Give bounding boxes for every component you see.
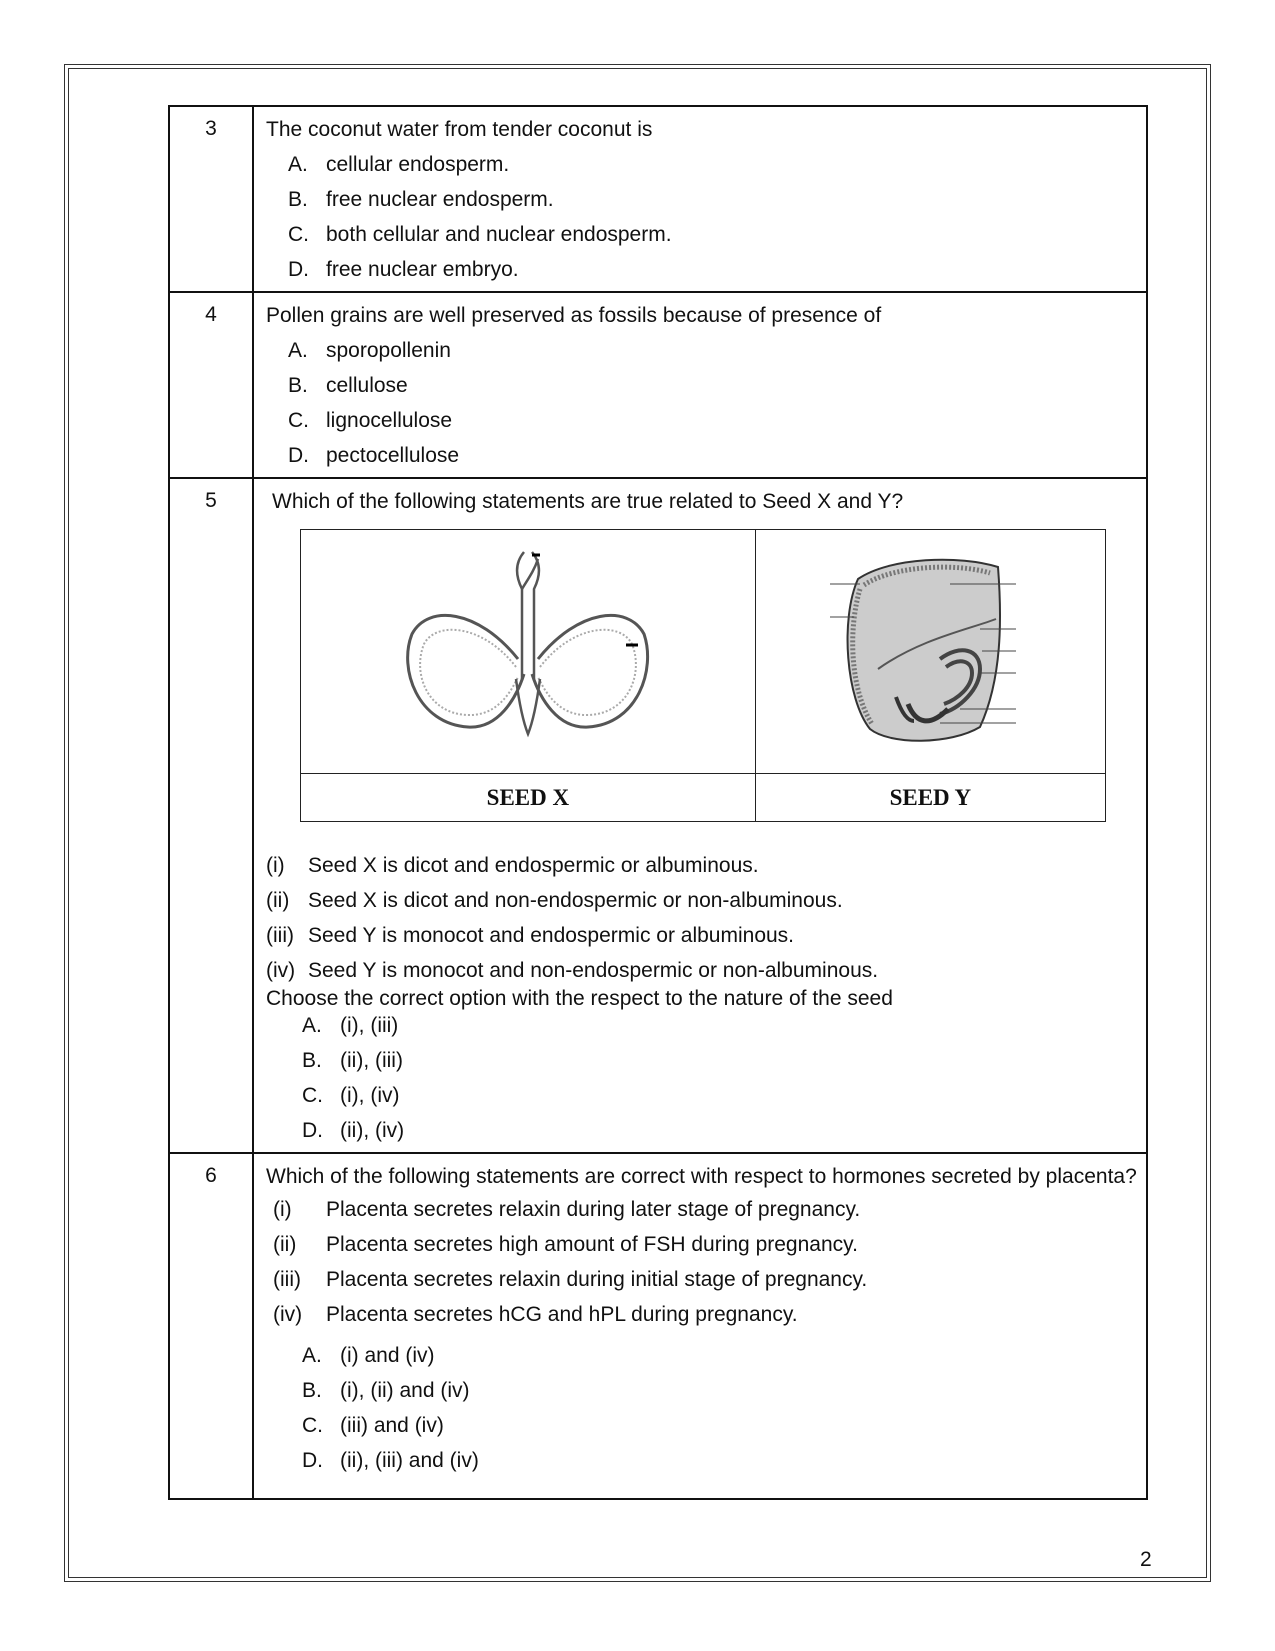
statement (266, 1297, 1142, 1332)
options-list (302, 1338, 1142, 1478)
option-text: (i) and (iv) (340, 1343, 435, 1367)
question-row (169, 1153, 1147, 1499)
statement-text: Seed Y is monocot and endospermic or albuminous. (308, 923, 795, 947)
option-text: (i), (ii) and (iv) (340, 1378, 470, 1402)
question-body (253, 478, 1147, 1153)
statement-text: Placenta secretes relaxin during later stage of pregnancy. (326, 1197, 861, 1221)
option-text: pectocellulose (326, 443, 460, 467)
option-letter: D. (288, 443, 309, 467)
options-list (302, 1008, 1142, 1148)
statement-numeral: (ii) (266, 888, 290, 912)
statement (266, 1227, 1142, 1262)
question-number: 6 (169, 1153, 253, 1499)
statement-numeral: (iv) (273, 1302, 303, 1326)
seed-y-caption: SEED Y (755, 774, 1105, 822)
option-text: (ii), (iv) (340, 1118, 405, 1142)
statement-text: Placenta secretes hCG and hPL during pregnancy. (326, 1302, 798, 1326)
question-row (169, 106, 1147, 292)
option-text: cellular endosperm. (326, 152, 510, 176)
statement (266, 953, 1142, 988)
statements-list (266, 848, 1142, 988)
option-text: (ii), (iii) (340, 1048, 403, 1072)
statement-numeral: (i) (273, 1197, 292, 1221)
option-letter: B. (288, 187, 308, 211)
question-body (253, 106, 1147, 292)
question-number: 4 (169, 292, 253, 478)
seed-y-figure (755, 530, 1105, 774)
question-row (169, 478, 1147, 1153)
question-stem: The coconut water from tender coconut is (266, 118, 653, 141)
statement-text: Seed X is dicot and non-endospermic or non-albuminous. (308, 888, 843, 912)
question-stem: Which of the following statements are true related to Seed X and Y? (272, 490, 904, 513)
option-text: both cellular and nuclear endosperm. (326, 222, 672, 246)
option (288, 438, 1142, 473)
statement-text: Placenta secretes high amount of FSH during pregnancy. (326, 1232, 858, 1256)
option (288, 147, 1142, 182)
statement-text: Seed X is dicot and endospermic or albuminous. (308, 853, 759, 877)
option-letter: D. (302, 1448, 323, 1472)
option (302, 1408, 1142, 1443)
statement-numeral: (iii) (273, 1267, 301, 1291)
statement (266, 1262, 1142, 1297)
statement-text: Seed Y is monocot and non-endospermic or non-albuminous. (308, 958, 879, 982)
option-letter: A. (288, 338, 308, 362)
question-instruction: Choose the correct option with the respect to the nature of the seed (266, 987, 893, 1010)
option (288, 368, 1142, 403)
option (302, 1043, 1142, 1078)
page-number: 2 (1140, 1548, 1152, 1571)
options-list (288, 147, 1142, 287)
option (302, 1113, 1142, 1148)
option (288, 403, 1142, 438)
question-table (168, 105, 1148, 1500)
option-letter: B. (288, 373, 308, 397)
option (302, 1338, 1142, 1373)
statement (266, 883, 1142, 918)
statement (266, 848, 1142, 883)
option-letter: C. (302, 1413, 323, 1437)
option-text: (iii) and (iv) (340, 1413, 444, 1437)
option-text: sporopollenin (326, 338, 451, 362)
question-row (169, 292, 1147, 478)
seed-x-caption: SEED X (301, 774, 756, 822)
option-text: cellulose (326, 373, 408, 397)
option-text: free nuclear endosperm. (326, 187, 554, 211)
statement-numeral: (iii) (266, 923, 294, 947)
option (288, 182, 1142, 217)
statement-numeral: (ii) (273, 1232, 297, 1256)
option-letter: B. (302, 1048, 322, 1072)
statement (266, 918, 1142, 953)
option (302, 1373, 1142, 1408)
option (302, 1078, 1142, 1113)
question-body (253, 292, 1147, 478)
statements-list (266, 1192, 1142, 1332)
option-text: (ii), (iii) and (iv) (340, 1448, 479, 1472)
option-letter: C. (288, 222, 309, 246)
question-stem: Which of the following statements are correct with respect to hormones secreted by placenta? (266, 1165, 1137, 1188)
question-number: 5 (169, 478, 253, 1153)
option-letter: D. (302, 1118, 323, 1142)
option (288, 252, 1142, 287)
option-text: lignocellulose (326, 408, 453, 432)
option-letter: D. (288, 257, 309, 281)
option-letter: C. (288, 408, 309, 432)
option (302, 1443, 1142, 1478)
option-letter: B. (302, 1378, 322, 1402)
option-text: (i), (iii) (340, 1013, 399, 1037)
statement-numeral: (iv) (266, 958, 296, 982)
question-body (253, 1153, 1147, 1499)
question-stem: Pollen grains are well preserved as fossils because of presence of (266, 304, 882, 327)
statement (266, 1192, 1142, 1227)
seed-x-figure (301, 530, 756, 774)
statement-text: Placenta secretes relaxin during initial stage of pregnancy. (326, 1267, 868, 1291)
option-letter: A. (302, 1343, 322, 1367)
question-number: 3 (169, 106, 253, 292)
option-letter: A. (302, 1013, 322, 1037)
option-letter: A. (288, 152, 308, 176)
option (288, 217, 1142, 252)
options-list (288, 333, 1142, 473)
statement-numeral: (i) (266, 853, 285, 877)
option-text: (i), (iv) (340, 1083, 400, 1107)
option-letter: C. (302, 1083, 323, 1107)
seed-x-diagram (398, 549, 658, 749)
seed-figure-table (300, 529, 1106, 822)
seed-y-diagram (830, 549, 1030, 749)
option-text: free nuclear embryo. (326, 257, 519, 281)
option (288, 333, 1142, 368)
